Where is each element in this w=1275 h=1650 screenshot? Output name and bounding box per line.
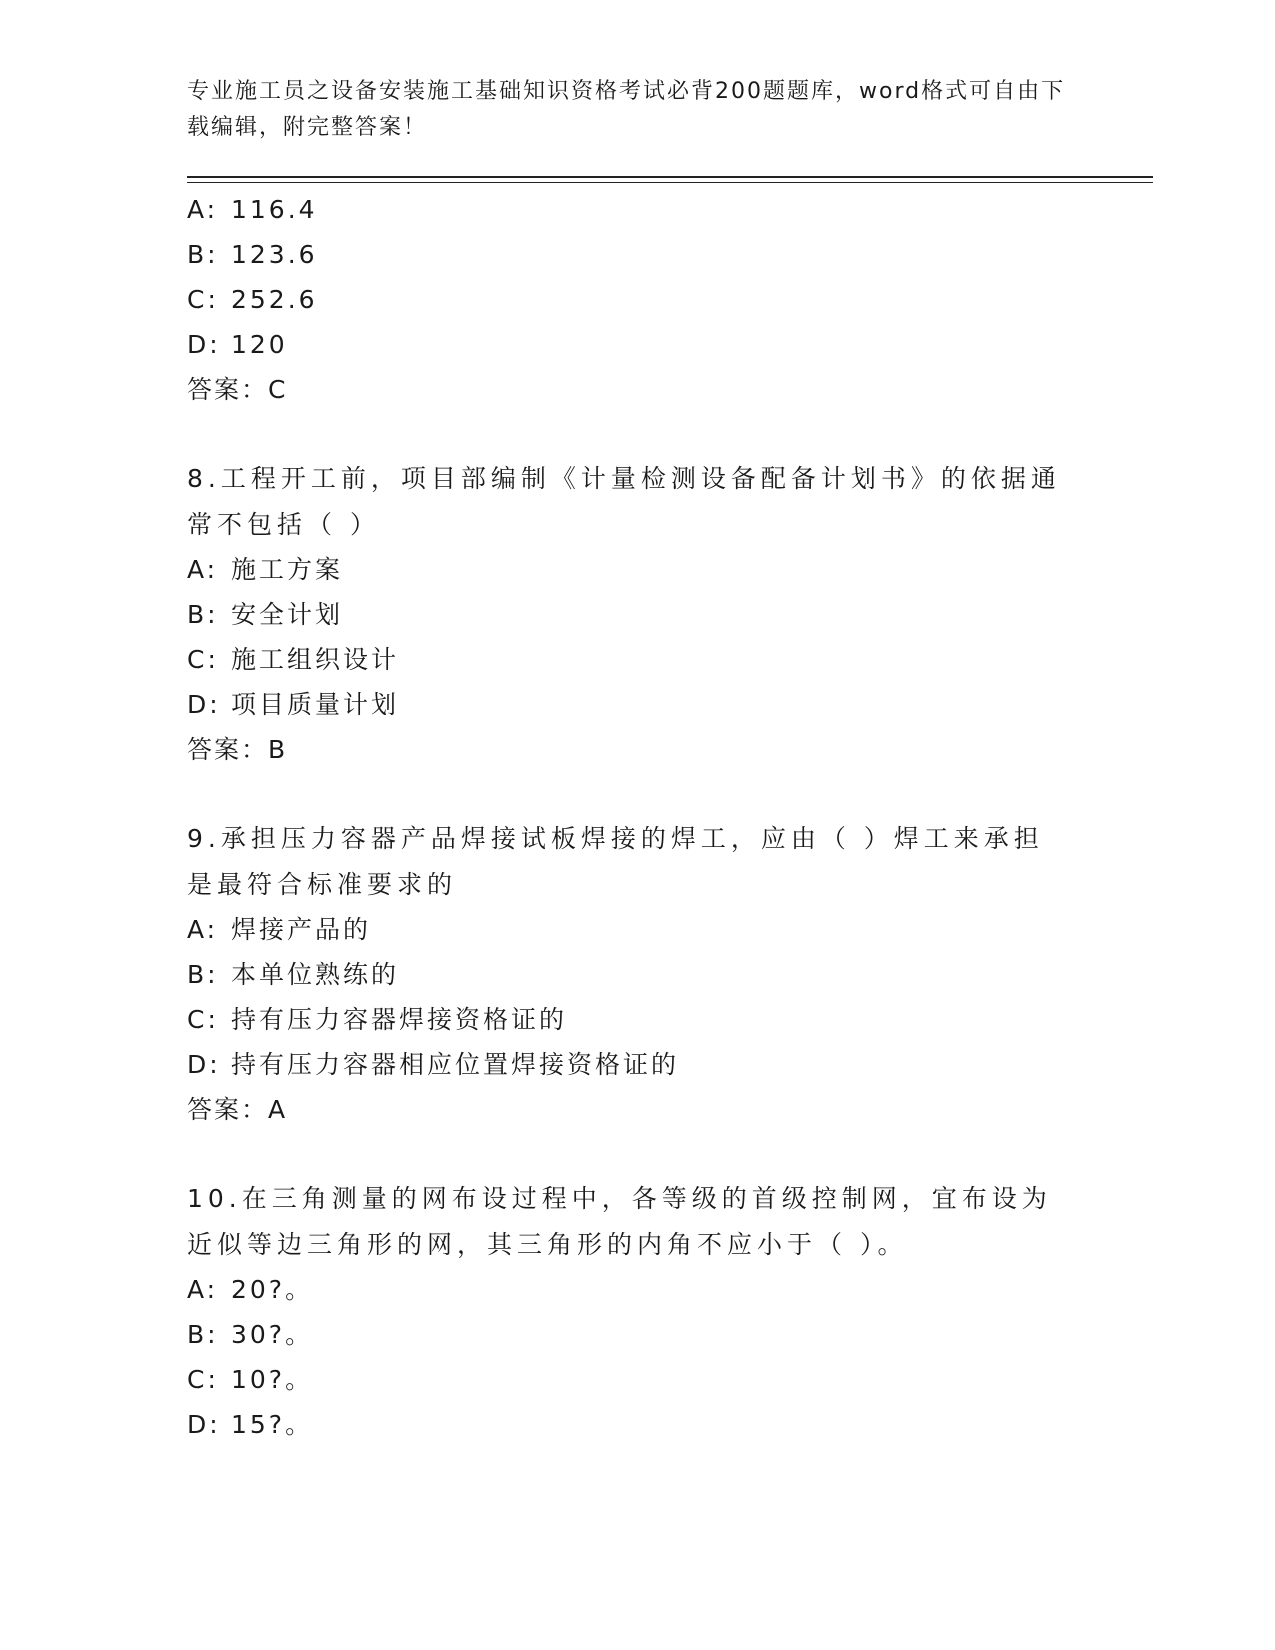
q9-question: 9.承担压力容器产品焊接试板焊接的焊工，应由（ ）焊工来承担是最符合标准要求的 [187,824,1044,899]
q9-option-a: A: 焊接产品的 [187,915,372,944]
q10-option-b: B: 30?。 [187,1320,314,1349]
q8-option-c: C: 施工组织设计 [187,645,400,674]
q9-answer: 答案：A [187,1095,288,1124]
q8-question: 8.工程开工前，项目部编制《计量检测设备配备计划书》的依据通常不包括（ ） [187,464,1061,539]
header-divider-thin [187,182,1153,183]
header-divider-thick [187,176,1153,178]
q7-answer: 答案：C [187,375,288,404]
q8-option-d: D: 项目质量计划 [187,690,400,719]
q10-question: 10.在三角测量的网布设过程中，各等级的首级控制网，宜布设为近似等边三角形的网，其三角形的内角不应小于（ ）。 [187,1184,1052,1259]
q8-answer: 答案：B [187,735,288,764]
q7-option-c: C: 252.6 [187,285,318,314]
q7-option-d: D: 120 [187,330,288,359]
q9-option-c: C: 持有压力容器焊接资格证的 [187,1005,568,1034]
q10-option-a: A: 20?。 [187,1275,314,1304]
document-title: 专业施工员之设备安装施工基础知识资格考试必背200题题库，word格式可自由下载编辑，附完整答案！ [187,79,1066,140]
q9-option-b: B: 本单位熟练的 [187,960,400,989]
q9-option-d: D: 持有压力容器相应位置焊接资格证的 [187,1050,680,1079]
q8-option-b: B: 安全计划 [187,600,344,629]
q7-option-a: A: 116.4 [187,195,318,224]
q10-option-d: D: 15?。 [187,1410,314,1439]
q10-option-c: C: 10?。 [187,1365,314,1394]
q8-option-a: A: 施工方案 [187,555,344,584]
q7-option-b: B: 123.6 [187,240,318,269]
